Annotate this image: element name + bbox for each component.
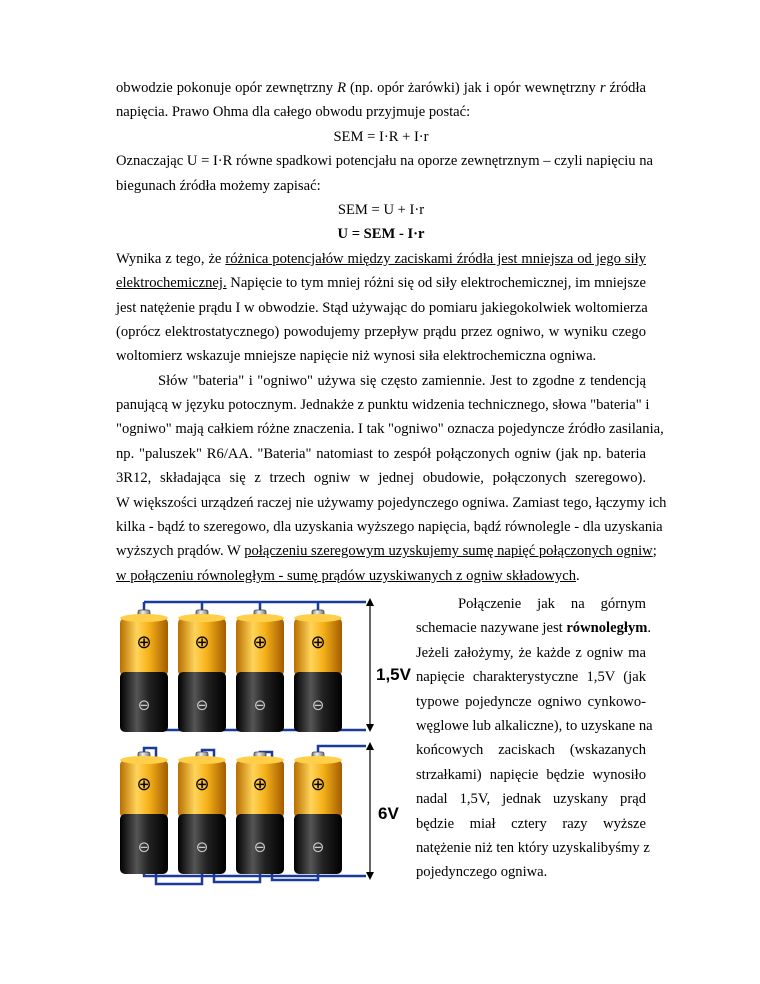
plus-sign: ⊕ [136,774,152,795]
bold-term: równoległym [566,620,648,637]
minus-sign: ⊖ [253,838,267,856]
top-arrow-head-down [366,724,374,732]
text-line: natężenie niż ten który uzyskalibyśmy z [416,839,650,856]
text-run: Wynika z tego, że [116,250,226,267]
battery-cell [120,752,168,874]
text-line: będzie miał cztery razy wyższe [416,815,646,832]
text-line: Słów "bateria" i "ogniwo" używa się często zamiennie. Jest to zgodne z tendencją [158,372,646,389]
text-run: wyższych prądów. W [116,543,245,560]
battery-cell [178,610,226,732]
text-line: W większości urządzeń raczej nie używamy pojedynczego ogniwa. Zamiast tego, łączymy ich [116,494,667,511]
text-line [116,247,646,271]
text-run: obwodzie pokonuje opór zewnętrzny [116,80,338,96]
battery-rim [120,756,168,764]
text-run: schemacie nazywane jest [416,620,567,637]
text-line: jest natężenie prądu I w obwodzie. Stąd używając do pomiaru jakiegokolwiek woltomierza [116,299,648,316]
battery-rim [236,756,284,764]
text-run: . [647,620,652,637]
text-line: Oznaczając U = I·R równe spadkowi potencjału na oporze zewnętrznym – czyli napięciu na [116,153,654,170]
minus-sign: ⊖ [311,838,325,856]
text-line: strzałkami) napięcie będzie wynosiło [416,766,646,783]
battery-diagram [116,596,416,886]
underlined-text: elektrochemicznej. [116,275,227,292]
italic-symbol: R [337,80,347,96]
text-line: SEM = U + I·r [337,201,425,218]
text-line [116,564,646,588]
plus-sign: ⊕ [136,632,152,653]
top-voltage-label: 1,5V [376,665,411,684]
battery-rim [294,614,342,622]
document-body [116,76,667,588]
plus-sign: ⊕ [310,774,326,795]
underlined-text: połączeniu szeregowym uzyskujemy sumę napięć połączonych ogniw [244,543,653,560]
battery-rim [120,614,168,622]
battery-diagram-svg [116,596,416,886]
bottom-arrow-head-down [366,872,374,880]
text-line: końcowych zaciskach (wskazanych [416,742,646,759]
minus-sign: ⊖ [137,838,151,856]
battery-cell [294,752,342,874]
plus-sign: ⊕ [310,632,326,653]
text-run: (np. opór żarówki) jak i opór wewnętrzny [346,80,600,96]
minus-sign: ⊖ [137,696,151,714]
minus-sign: ⊖ [195,838,209,856]
battery-rim [178,614,226,622]
series-plus-wire [318,746,366,754]
text-line: biegunach źródła możemy zapisać: [116,177,321,194]
minus-sign: ⊖ [311,696,325,714]
plus-sign: ⊕ [252,774,268,795]
side-text [416,592,653,885]
underlined-text: w połączeniu równoległym - sumę prądów uzyskiwanych z ogniw składowych [116,567,576,584]
battery-rim [178,756,226,764]
plus-sign: ⊕ [194,632,210,653]
battery-rim [236,614,284,622]
text-line [116,539,657,563]
text-line [116,76,646,100]
battery-cell [236,610,284,732]
text-run: ; [652,543,657,560]
text-run: . [576,567,580,584]
battery-cell [294,610,342,732]
text-line: woltomierz wskazuje mniejsze napięcie niż wynosi siła elektrochemiczna ogniwa. [116,348,597,365]
text-line: kilka - bądź to szeregowo, dla uzyskania wyższego napięcia, bądź równolegle - dla uzyskania [116,519,663,536]
text-line: pojedynczego ogniwa. [416,864,548,881]
cells [120,610,342,874]
bottom-voltage-label: 6V [378,804,399,823]
text-line: napięcie charakterystyczne 1,5V (jak [416,669,646,686]
battery-cell [178,752,226,874]
text-run: źródła [605,80,646,96]
text-line [116,271,646,295]
minus-sign: ⊖ [253,696,267,714]
italic-symbol: r [599,80,606,96]
text-line: Połączenie jak na górnym [458,596,646,612]
text-line: panującą w języku potocznym. Jednakże z punktu widzenia technicznego, słowa "bateria" i [116,397,650,414]
text-line: (oprócz elektrostatycznego) powodujemy przepływ prądu przez ogniwo, w wyniku czego [116,323,646,340]
text-line: SEM = I·R + I·r [333,128,429,145]
battery-rim [294,756,342,764]
text-line: "ogniwo" mają całkiem różne znaczenia. I tak "ogniwo" oznacza pojedyncze źródło zasilania, [116,421,664,438]
voltage-arrows [366,598,374,880]
battery-cell [120,610,168,732]
plus-sign: ⊕ [194,774,210,795]
top-arrow-head-up [366,598,374,606]
text-line [416,616,652,640]
text-line: węglowe lub alkaliczne), to uzyskane na [416,717,653,734]
text-line: np. "paluszek" R6/AA. "Bateria" natomiast to zespół połączonych ogniw (jak np. bateria [116,445,646,462]
text-line: typowe pojedyncze ogniwo cynkowo- [416,693,646,710]
text-line: 3R12, składająca się z trzech ogniw w jednej obudowie, połączonych szeregowo). [116,470,646,487]
minus-sign: ⊖ [195,696,209,714]
bottom-arrow-head-up [366,742,374,750]
plus-sign: ⊕ [252,632,268,653]
underlined-text: różnica potencjałów między zaciskami źródła jest mniejsza od jego siły [225,250,646,267]
text-line: napięcia. Prawo Ohma dla całego obwodu przyjmuje postać: [116,104,471,121]
text-run: Napięcie to tym mniej różni się od siły elektrochemicznej, im mniejsze [226,275,646,292]
text-line: U = SEM - I·r [337,226,425,243]
text-line: Jeżeli założymy, że każde z ogniw ma [416,644,646,661]
text-line: nadal 1,5V, jednak uzyskany prąd [416,791,646,808]
battery-cell [236,752,284,874]
